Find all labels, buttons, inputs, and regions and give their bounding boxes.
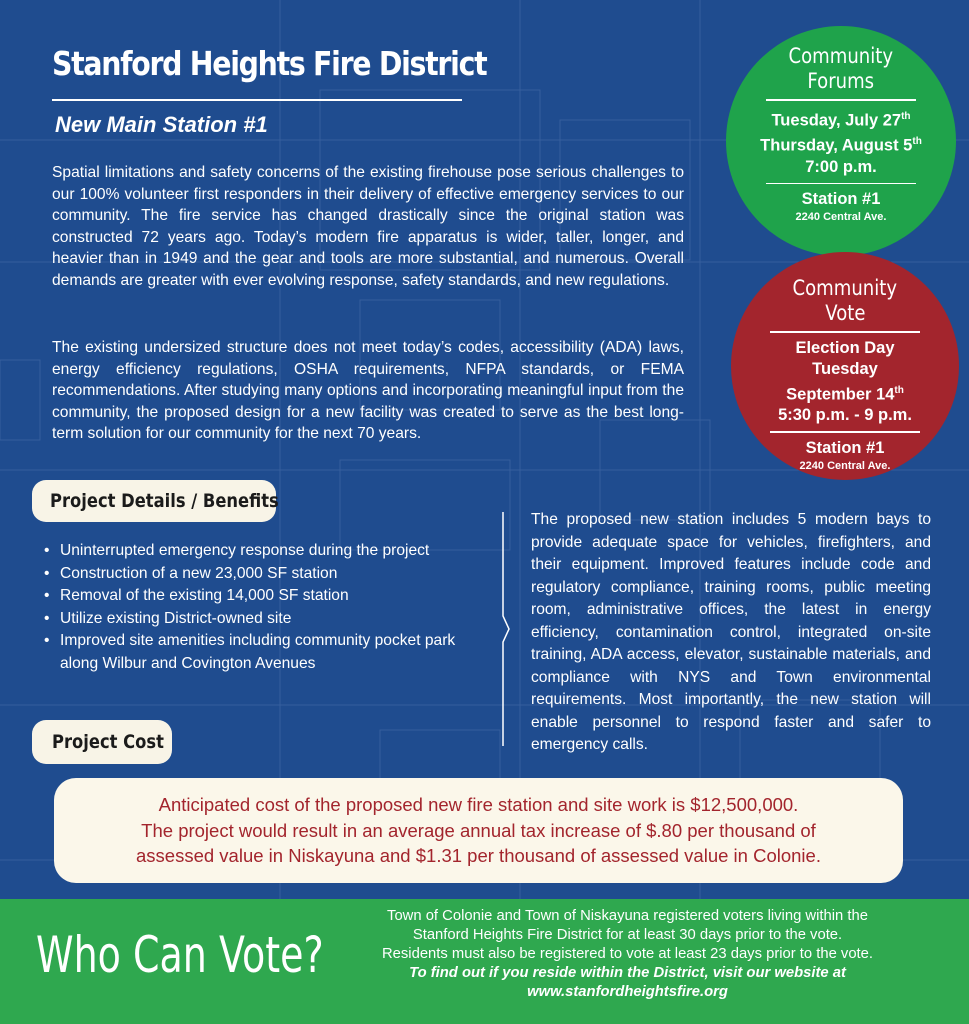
column-divider <box>499 512 511 746</box>
forums-location: Station #1 <box>801 190 881 208</box>
benefits-list <box>44 540 489 675</box>
list-item: • Construction of a new 23,000 SF station <box>44 563 489 586</box>
project-cost-heading: Project Cost <box>32 720 172 764</box>
who-can-vote-heading: Who Can Vote? <box>36 926 324 984</box>
vote-location: Station #1 <box>805 438 885 457</box>
vote-address: 2240 Central Ave. <box>799 459 891 472</box>
list-item: • Uninterrupted emergency response during the project <box>44 540 489 563</box>
website-link[interactable]: www.stanfordheightsfire.org <box>527 984 728 1000</box>
forums-address: 2240 Central Ave. <box>795 211 887 223</box>
forums-divider-2 <box>766 183 916 185</box>
forums-title: Community Forums <box>788 44 894 93</box>
intro-paragraph-1: Spatial limitations and safety concerns of the existing firehouse pose serious challenges to our 100% volunteer first responders in their delivery of effective emergency services to our community. The fire service has changed drastically since the original station was constructed 72 years ago. Today’s modern fire apparatus is wider, taller, longer, and heavier than in 1949 and the gear and tools are more substantial, and numerous. Overall demands are greater with ever evolving response, safety standards, and new regulations. <box>52 164 684 289</box>
page-title: Stanford Heights Fire District <box>52 44 487 83</box>
forums-divider <box>766 99 916 101</box>
community-vote-circle <box>731 252 959 480</box>
vote-divider-2 <box>770 431 920 433</box>
intro-paragraph-2: The existing undersized structure does not meet today’s codes, accessibility (ADA) laws, energy efficiency regulations, OSHA requirements, NFPA standards, or FEMA recommendations. After studying many options and incorporating meaningful input from the community, the proposed design for a new facility was created to serve as the best long-term solution for our community for the next 70 years. <box>52 339 684 442</box>
title-underline <box>52 99 462 101</box>
subtitle: New Main Station #1 <box>55 112 268 137</box>
project-details-heading: Project Details / Benefits <box>32 480 276 522</box>
list-item: • Improved site amenities including community pocket park along Wilbur and Covington Avenues <box>44 630 489 675</box>
cost-box <box>54 778 903 883</box>
voter-eligibility-text: Town of Colonie and Town of Niskayuna registered voters living within the Stanford Heights Fire District for at least 30 days prior to the vote. Residents must also be registered to vote at least 23 days prior to the vote. To find out if you reside within the District, visit our website at www.stanfordheightsfire.org <box>335 907 920 1002</box>
vote-title: Community Vote <box>792 276 898 325</box>
forums-date-1: Tuesday, July 27th <box>771 110 911 129</box>
vote-weekday: Tuesday <box>812 359 878 378</box>
new-station-description: The proposed new station includes 5 modern bays to provide adequate space for vehicles, firefighters, and their equipment. Improved features include code and regulatory compliance, training rooms, public meeting room, administrative offices, the latest in energy efficiency, contamination control, integrated on-site training, ADA access, elevator, sustainable materials, and compliance with NYS and Town environmental requirements. Most importantly, the new station will enable personnel to respond faster and safer to emergency calls. <box>531 511 931 753</box>
forums-time: 7:00 p.m. <box>805 157 877 176</box>
vote-date: September 14th <box>786 384 904 403</box>
community-forums-circle <box>726 26 956 256</box>
cost-text: Anticipated cost of the proposed new fire station and site work is $12,500,000. The project would result in an average annual tax increase of $.80 per thousand of assessed value in Niskayuna and $1.31 per thousand of assessed value in Colonie. <box>136 794 821 866</box>
vote-election-day: Election Day <box>795 338 895 357</box>
vote-time: 5:30 p.m. - 9 p.m. <box>778 406 912 424</box>
forums-date-2: Thursday, August 5th <box>760 136 922 155</box>
list-item: • Utilize existing District-owned site <box>44 608 489 631</box>
vote-divider <box>770 331 920 333</box>
list-item: • Removal of the existing 14,000 SF station <box>44 585 489 608</box>
